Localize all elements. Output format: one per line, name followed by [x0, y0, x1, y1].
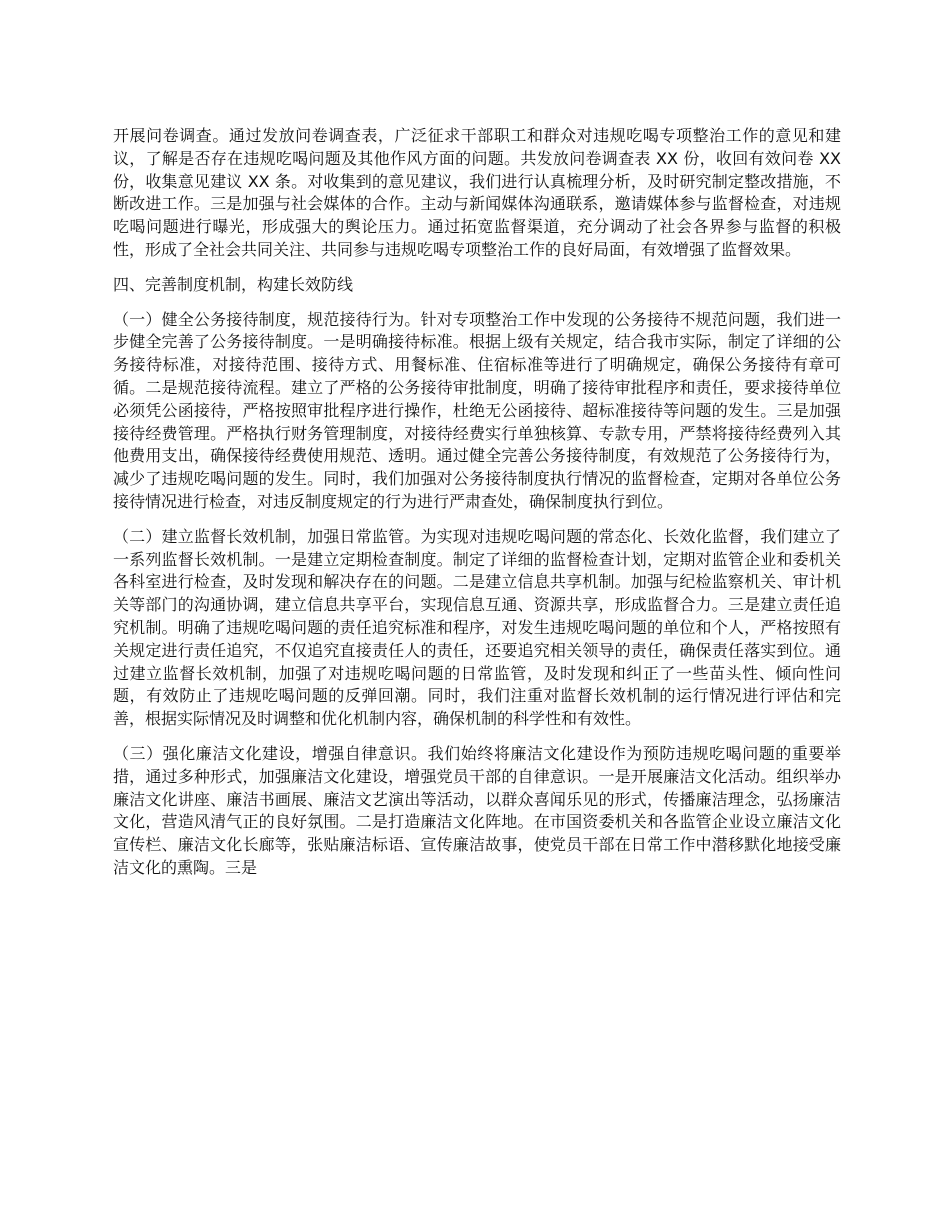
paragraph-supervision-mechanism: （二）建立监督长效机制，加强日常监管。为实现对违规吃喝问题的常态化、长效化监督，我们建立了一系列监督长效机制。一是建立定期检查制度。制定了详细的监督检查计划，定期对监管企业和委机关各科室进行检查，及时发现和解决存在的问题。二是建立信息共享机制。加强与纪检监察机关、审计机关等部门的沟通协调，建立信息共享平台，实现信息互通、资源共享，形成监督合力。三是建立责任追究机制。明确了违规吃喝问题的责任追究标准和程序，对发生违规吃喝问题的单位和个人，严格按照有关规定进行责任追究，不仅追究直接责任人的责任，还要追究相关领导的责任，确保责任落实到位。通过建立监督长效机制，加强了对违规吃喝问题的日常监管，及时发现和纠正了一些苗头性、倾向性问题，有效防止了违规吃喝问题的反弹回潮。同时，我们注重对监督长效机制的运行情况进行评估和完善，根据实际情况及时调整和优化机制内容，确保机制的科学性和有效性。: [113, 526, 841, 729]
paragraph-public-supervision: 开展问卷调查。通过发放问卷调查表，广泛征求干部职工和群众对违规吃喝专项整治工作的意见和建议，了解是否存在违规吃喝问题及其他作风方面的问题。共发放问卷调查表 XX 份，收回有效问卷 XX 份，收集意见建议 XX 条。对收集到的意见建议，我们进行认真梳理分析，及时研究制定整改措施，不断改进工作。三是加强与社会媒体的合作。主动与新闻媒体沟通联系，邀请媒体参与监督检查，对违规吃喝问题进行曝光，形成强大的舆论压力。通过拓宽监督渠道，充分调动了社会各界参与监督的积极性，形成了全社会共同关注、共同参与违规吃喝专项整治工作的良好局面，有效增强了监督效果。: [113, 126, 841, 259]
paragraph-reception-system: （一）健全公务接待制度，规范接待行为。针对专项整治工作中发现的公务接待不规范问题，我们进一步健全完善了公务接待制度。一是明确接待标准。根据上级有关规定，结合我市实际，制定了详细的公务接待标准，对接待范围、接待方式、用餐标准、住宿标准等进行了明确规定，确保公务接待有章可循。二是规范接待流程。建立了严格的公务接待审批制度，明确了接待审批程序和责任，要求接待单位必须凭公函接待，严格按照审批程序进行操作，杜绝无公函接待、超标准接待等问题的发生。三是加强接待经费管理。严格执行财务管理制度，对接待经费实行单独核算、专款专用，严禁将接待经费列入其他费用支出，确保接待经费使用规范、透明。通过健全完善公务接待制度，有效规范了公务接待行为，减少了违规吃喝问题的发生。同时，我们加强对公务接待制度执行情况的监督检查，定期对各单位公务接待情况进行检查，对违反制度规定的行为进行严肃查处，确保制度执行到位。: [113, 309, 841, 511]
paragraph-integrity-culture: （三）强化廉洁文化建设，增强自律意识。我们始终将廉洁文化建设作为预防违规吃喝问题的重要举措，通过多种形式，加强廉洁文化建设，增强党员干部的自律意识。一是开展廉洁文化活动。组织举办廉洁文化讲座、廉洁书画展、廉洁文艺演出等活动，以群众喜闻乐见的形式，传播廉洁理念，弘扬廉洁文化，营造风清气正的良好氛围。二是打造廉洁文化阵地。在市国资委机关和各监管企业设立廉洁文化宣传栏、廉洁文化长廊等，张贴廉洁标语、宣传廉洁故事，使党员干部在日常工作中潜移默化地接受廉洁文化的熏陶。三是: [113, 743, 841, 877]
section-heading: 四、完善制度机制，构建长效防线: [113, 274, 354, 294]
document-page: [113, 125, 841, 892]
